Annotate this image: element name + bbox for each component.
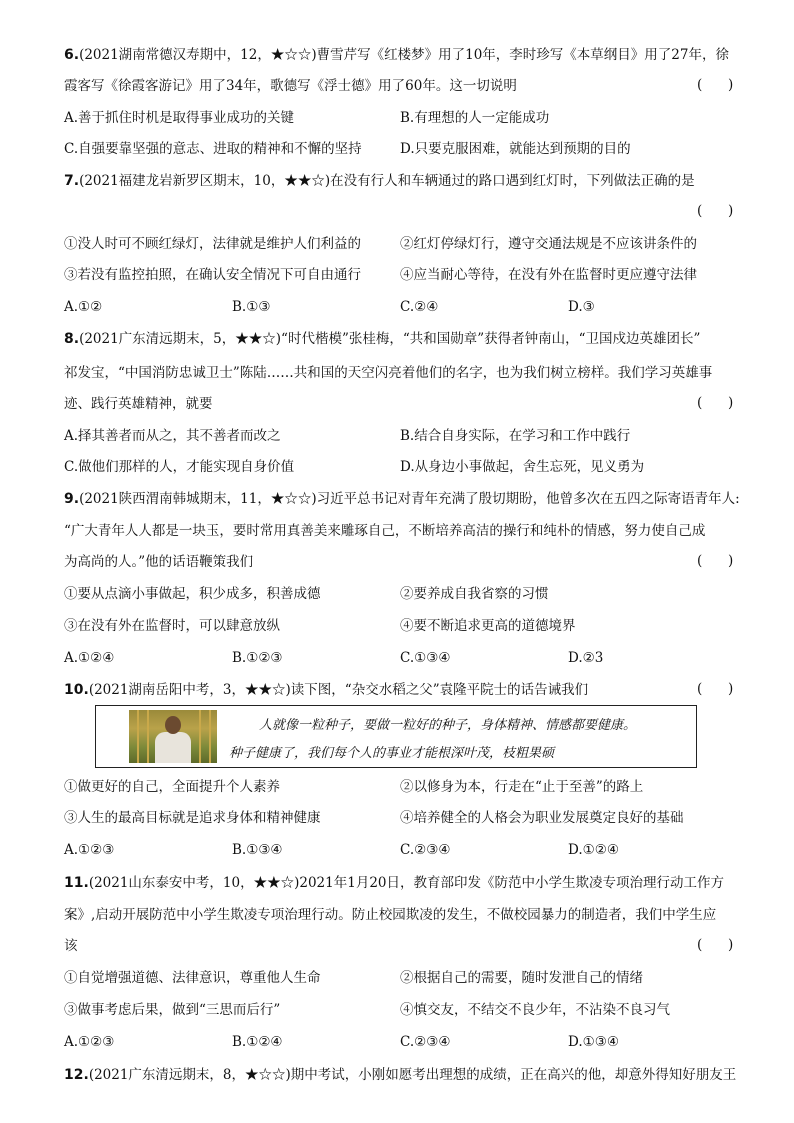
rice-stalk (147, 710, 149, 763)
statement-4: ④慎交友，不结交不良少年，不沾染不良习气 (400, 1002, 670, 1018)
statement-1: ①做更好的自己，全面提升个人素养 (64, 779, 280, 795)
statement-4: ④应当耐心等待，在没有外在监督时更应遵守法律 (400, 267, 697, 283)
statement-3: ③若没有监控拍照，在确认安全情况下可自由通行 (64, 267, 361, 283)
option-b: B.①③④ (232, 842, 283, 858)
question-11-stem: 11.(2021山东泰安中考，10，★★☆)2021年1月20日，教育部印发《防范中小学生欺凌专项治理行动工作方 (64, 875, 725, 891)
rice-field-photo (129, 710, 217, 763)
option-d: D.①③④ (568, 1034, 619, 1050)
question-number: 9. (64, 491, 80, 507)
question-number: 8. (64, 331, 80, 347)
option-d: D.只要克服困难，就能达到预期的目的 (400, 141, 631, 157)
option-b: B.①③ (232, 299, 271, 315)
statement-3: ③做事考虑后果，做到“三思而后行” (64, 1002, 281, 1018)
option-b: B.①②④ (232, 1034, 283, 1050)
option-a: A.择其善者而从之，其不善者而改之 (64, 428, 281, 444)
question-9-stem-cont2: 为高尚的人。”他的话语鞭策我们 (64, 554, 254, 570)
answer-parentheses: ( ) (697, 395, 734, 411)
option-c: C.②③④ (400, 1034, 451, 1050)
question-6-stem-cont: 霞客写《徐霞客游记》用了34年，歌德写《浮士德》用了60年。这一切说明 (64, 78, 517, 94)
option-c: C.自强要靠坚强的意志、进取的精神和不懈的坚持 (64, 141, 362, 157)
rice-stalk (137, 710, 139, 763)
option-b: B.有理想的人一定能成功 (400, 110, 550, 126)
question-11-stem-cont: 案》,启动开展防范中小学生欺凌专项治理行动。防止校园欺凌的发生，不做校园暴力的制造者，我们中学生应 (64, 907, 717, 923)
option-a: A.①②③ (64, 842, 115, 858)
question-number: 10. (64, 682, 89, 698)
question-11-stem-cont2: 该 (64, 938, 78, 954)
option-c: C.②④ (400, 299, 439, 315)
quote-line-2: 种子健康了，我们每个人的事业才能根深叶茂，枝粗果硕 (229, 746, 555, 761)
person-shirt (155, 732, 191, 763)
statement-2: ②红灯停绿灯行，遵守交通法规是不应该讲条件的 (400, 236, 697, 252)
option-a: A.①② (64, 299, 103, 315)
answer-parentheses: ( ) (697, 937, 734, 953)
question-8-stem-cont: 祁发宝，“中国消防忠诚卫士”陈陆……共和国的天空闪亮着他们的名字，也为我们树立榜样。我们学习英雄事 (64, 365, 713, 381)
question-number: 11. (64, 875, 89, 891)
option-b: B.结合自身实际，在学习和工作中践行 (400, 428, 631, 444)
question-6-stem: 6.(2021湖南常德汉寿期中，12，★☆☆)曹雪芹写《红楼梦》用了10年，李时珍写《本草纲目》用了27年，徐 (64, 47, 729, 63)
answer-parentheses: ( ) (697, 681, 734, 697)
statement-4: ④培养健全的人格会为职业发展奠定良好的基础 (400, 810, 684, 826)
answer-parentheses: ( ) (697, 203, 734, 219)
rice-stalk (209, 710, 211, 763)
answer-parentheses: ( ) (697, 553, 734, 569)
question-8-stem-cont2: 迹、践行英雄精神，就要 (64, 396, 213, 412)
option-a: A.善于抓住时机是取得事业成功的关键 (64, 110, 295, 126)
statement-1: ①要从点滴小事做起，积少成多，积善成德 (64, 586, 321, 602)
option-c: C.②③④ (400, 842, 451, 858)
statement-4: ④要不断追求更高的道德境界 (400, 618, 576, 634)
question-8-stem: 8.(2021广东清远期末，5，★★☆)“时代楷模”张桂梅，“共和国勋章”获得者钟南山，“卫国戍边英雄团长” (64, 331, 701, 347)
statement-3: ③在没有外在监督时，可以肆意放纵 (64, 618, 280, 634)
option-d: D.③ (568, 299, 595, 315)
question-number: 6. (64, 47, 80, 63)
quote-figure (95, 705, 697, 768)
statement-2: ②根据自己的需要，随时发泄自己的情绪 (400, 970, 643, 986)
statement-3: ③人生的最高目标就是追求身体和精神健康 (64, 810, 321, 826)
statement-1: ①自觉增强道德、法律意识，尊重他人生命 (64, 970, 321, 986)
statement-1: ①没人时可不顾红绿灯，法律就是维护人们利益的 (64, 236, 361, 252)
question-number: 7. (64, 173, 80, 189)
option-c: C.做他们那样的人，才能实现自身价值 (64, 459, 295, 475)
person-head (165, 716, 181, 734)
question-number: 12. (64, 1067, 89, 1083)
question-9-stem-cont: “广大青年人人都是一块玉，要时常用真善美来雕琢自己，不断培养高洁的操行和纯朴的情感，努力使自己成 (64, 523, 706, 539)
option-a: A.①②④ (64, 650, 115, 666)
rice-stalk (199, 710, 201, 763)
option-c: C.①③④ (400, 650, 451, 666)
option-a: A.①②③ (64, 1034, 115, 1050)
option-d: D.②3 (568, 650, 604, 666)
statement-2: ②以修身为本，行走在“止于至善”的路上 (400, 779, 644, 795)
answer-parentheses: ( ) (697, 77, 734, 93)
quote-line-1: 人就像一粒种子，要做一粒好的种子，身体精神、情感都要健康。 (259, 718, 637, 733)
option-d: D.从身边小事做起，舍生忘死，见义勇为 (400, 459, 645, 475)
question-12-stem: 12.(2021广东清远期末，8，★☆☆)期中考试，小刚如愿考出理想的成绩，正在高兴的他，却意外得知好朋友王 (64, 1067, 737, 1083)
option-b: B.①②③ (232, 650, 283, 666)
question-7-stem: 7.(2021福建龙岩新罗区期末，10，★★☆)在没有行人和车辆通过的路口遇到红灯时，下列做法正确的是 (64, 173, 695, 189)
question-9-stem: 9.(2021陕西渭南韩城期末，11，★☆☆)习近平总书记对青年充满了殷切期盼，他曾多次在五四之际寄语青年人: (64, 491, 740, 507)
statement-2: ②要养成自我省察的习惯 (400, 586, 549, 602)
option-d: D.①②④ (568, 842, 619, 858)
question-10-stem: 10.(2021湖南岳阳中考，3，★★☆)读下图，“杂交水稻之父”袁隆平院士的话告诫我们 (64, 682, 589, 698)
